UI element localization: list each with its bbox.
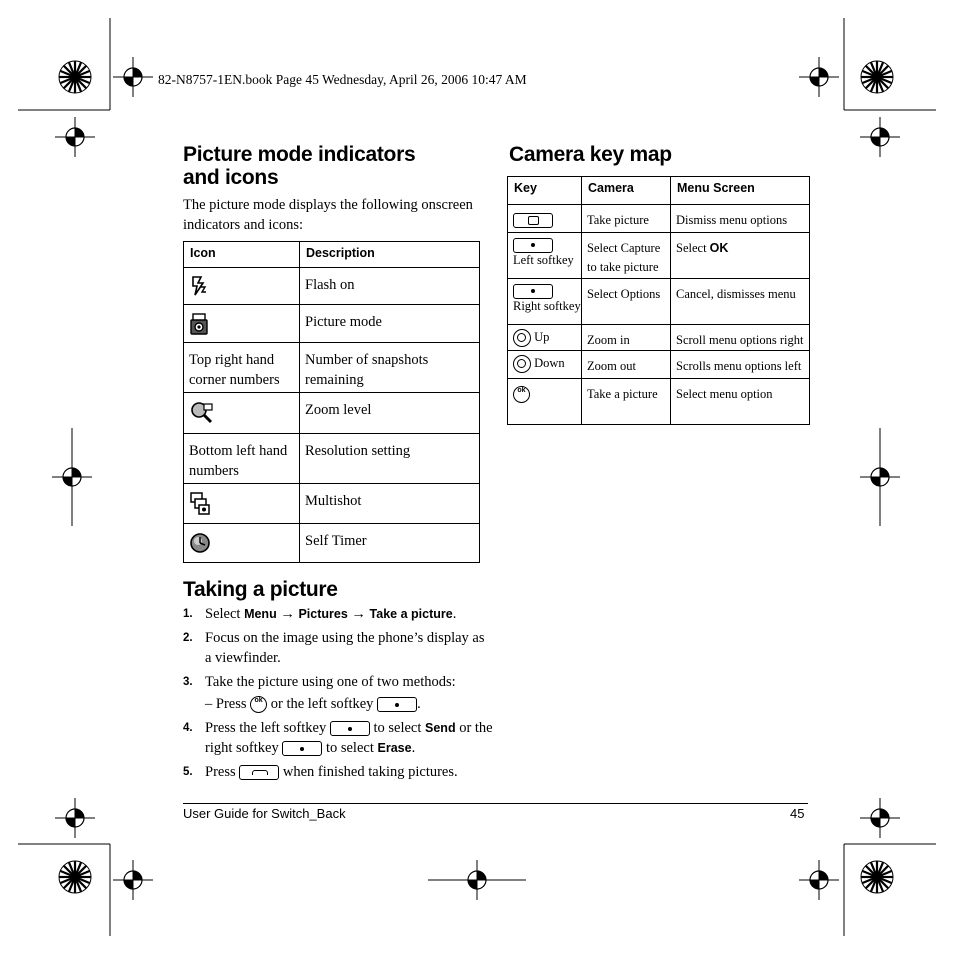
picture-mode-icon — [189, 312, 211, 336]
step-punct: . — [417, 696, 421, 712]
list-item — [183, 604, 493, 624]
icon-text-cell: Bottom left hand numbers — [184, 434, 300, 484]
ok-label: OK — [709, 241, 729, 255]
section-heading-indicators — [183, 143, 415, 189]
icon-cell — [184, 524, 300, 563]
footer-guide-title: User Guide for Switch_Back — [183, 806, 346, 821]
print-header: 82-N8757-1EN.book Page 45 Wednesday, April 26, 2006 10:47 AM — [158, 72, 527, 87]
step-text: Focus on the image using the phone’s display as a viewfinder. — [205, 630, 485, 666]
key-label: Right softkey — [513, 298, 581, 313]
indicators-table — [183, 241, 480, 563]
ok-key-icon — [250, 696, 267, 713]
table-row — [184, 268, 480, 305]
key-cell — [508, 279, 582, 325]
description-cell: Number of snapshots remaining — [300, 343, 480, 393]
end-key-icon — [239, 765, 279, 780]
table-row — [508, 233, 810, 279]
camera-key-icon — [513, 213, 553, 228]
menu-cell: Scroll menu options right — [671, 325, 810, 351]
step-text: Press — [205, 764, 236, 780]
camera-cell: Take picture — [582, 205, 671, 233]
ok-key-text: ok — [254, 697, 263, 705]
menu-cell — [671, 233, 810, 279]
camera-cell: Zoom in — [582, 325, 671, 351]
send-label: Send — [425, 721, 456, 735]
key-cell — [508, 233, 582, 279]
table-header-row — [508, 177, 810, 205]
list-item — [183, 672, 493, 692]
col-header-menu-screen: Menu Screen — [671, 177, 810, 205]
list-item — [183, 762, 493, 782]
key-cell — [508, 205, 582, 233]
icon-cell — [184, 268, 300, 305]
step-text: to select — [325, 740, 374, 756]
col-header-icon: Icon — [184, 242, 300, 268]
icon-cell — [184, 484, 300, 524]
ok-key-icon — [513, 386, 530, 403]
description-cell: Flash on — [300, 268, 480, 305]
icon-cell — [184, 305, 300, 343]
list-item — [183, 628, 493, 668]
arrow-icon: → — [351, 606, 366, 622]
table-row — [508, 205, 810, 233]
table-row — [184, 393, 480, 434]
description-cell: Zoom level — [300, 393, 480, 434]
left-softkey-icon — [330, 721, 370, 736]
erase-label: Erase — [377, 741, 412, 755]
key-cell — [508, 351, 582, 379]
section-heading-taking: Taking a picture — [183, 578, 338, 601]
multishot-icon — [189, 491, 211, 517]
menu-cell: Scrolls menu options left — [671, 351, 810, 379]
step-text: when finished taking pictures. — [282, 764, 458, 780]
menu-label: Menu — [244, 607, 277, 621]
table-row — [508, 279, 810, 325]
description-cell: Resolution setting — [300, 434, 480, 484]
camera-cell: Take a picture — [582, 379, 671, 425]
menu-text: Select — [676, 241, 707, 255]
key-label: Down — [534, 356, 565, 370]
table-row — [184, 343, 480, 393]
zoom-icon — [189, 400, 215, 426]
table-header-row — [184, 242, 480, 268]
step-punct: . — [452, 606, 457, 622]
col-header-description: Description — [300, 242, 480, 268]
camera-key-map-table — [507, 176, 810, 425]
ok-key-text: ok — [517, 386, 526, 394]
col-header-camera: Camera — [582, 177, 671, 205]
heading-line-2: and icons — [183, 166, 279, 189]
icon-text-cell: Top right hand corner numbers — [184, 343, 300, 393]
table-row — [184, 484, 480, 524]
menu-cell: Select menu option — [671, 379, 810, 425]
nav-up-key-icon — [513, 329, 531, 347]
step-punct: . — [411, 740, 416, 756]
heading-line-1: Picture mode indicators — [183, 143, 416, 166]
left-softkey-icon — [377, 697, 417, 712]
list-item — [183, 718, 493, 758]
left-softkey-icon — [513, 238, 553, 253]
table-row — [184, 524, 480, 563]
key-label: Up — [534, 330, 550, 344]
table-row — [184, 305, 480, 343]
step-text: – Press — [205, 696, 247, 712]
self-timer-icon — [189, 531, 213, 555]
step-text: Select — [205, 606, 241, 622]
pictures-label: Pictures — [298, 607, 348, 621]
flash-icon — [189, 275, 209, 297]
camera-cell: Select Options — [582, 279, 671, 325]
right-softkey-icon — [513, 284, 553, 299]
steps-list — [183, 604, 493, 786]
table-row — [508, 351, 810, 379]
footer-divider — [183, 803, 808, 804]
description-cell: Multishot — [300, 484, 480, 524]
step-text: Take the picture using one of two methods: — [205, 674, 456, 690]
table-row — [184, 434, 480, 484]
description-cell: Picture mode — [300, 305, 480, 343]
menu-cell: Dismiss menu options — [671, 205, 810, 233]
table-row — [508, 325, 810, 351]
sub-item — [183, 694, 493, 714]
take-picture-label: Take a picture — [369, 607, 453, 621]
step-number: 3. — [183, 676, 193, 688]
key-label: Left softkey — [513, 252, 574, 267]
menu-cell: Cancel, dismisses menu — [671, 279, 810, 325]
step-number: 2. — [183, 632, 193, 644]
intro-paragraph: The picture mode displays the following onscreen indicators and icons: — [183, 197, 473, 233]
page-number: 45 — [790, 806, 805, 821]
step-text: or the right softkey — [205, 720, 493, 756]
step-text: to select — [373, 720, 422, 736]
step-text: or the left softkey — [270, 696, 374, 712]
icon-cell — [184, 393, 300, 434]
arrow-icon: → — [280, 606, 295, 622]
step-text: Press the left softkey — [205, 720, 327, 736]
camera-cell: Select Capture to take picture — [582, 233, 671, 279]
nav-down-key-icon — [513, 355, 531, 373]
step-number: 5. — [183, 766, 193, 778]
table-row — [508, 379, 810, 425]
right-softkey-icon — [282, 741, 322, 756]
step-number: 1. — [183, 608, 193, 620]
camera-cell: Zoom out — [582, 351, 671, 379]
step-number: 4. — [183, 722, 193, 734]
col-header-key: Key — [508, 177, 582, 205]
key-cell — [508, 325, 582, 351]
key-cell — [508, 379, 582, 425]
description-cell: Self Timer — [300, 524, 480, 563]
section-heading-keymap: Camera key map — [509, 143, 672, 166]
